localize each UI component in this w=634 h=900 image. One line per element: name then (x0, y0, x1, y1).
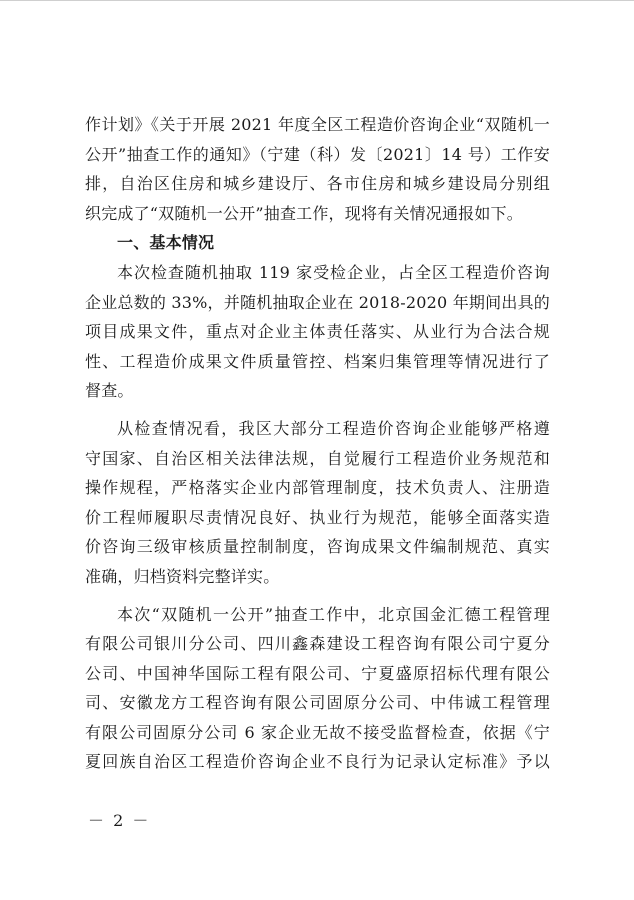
paragraph-gap (85, 592, 550, 600)
text-line: 督查。 (85, 381, 134, 401)
text-line: 守国家、自治区相关法律法规，自觉履行工程造价业务规范和 (85, 448, 550, 468)
text-line: 有限公司银川分公司、四川鑫森建设工程咨询有限公司宁夏分 (85, 634, 550, 654)
paragraph-continuation (85, 110, 550, 228)
page-number: － 2 － (88, 811, 151, 830)
text-line: 织完成了“双随机一公开”抽查工作，现将有关情况通报如下。 (85, 203, 523, 223)
text-line: 有限公司固原分公司 6 家企业无故不接受监督检查，依据《宁 (85, 722, 550, 742)
paragraph-noncompliant-firms (85, 600, 550, 778)
paragraph-gap (85, 406, 550, 414)
text-line: 从检查情况看，我区大部分工程造价咨询企业能够严格遵 (117, 418, 550, 438)
text-line: 排，自治区住房和城乡建设厅、各市住房和城乡建设局分别组 (85, 174, 550, 194)
text-line: 本次检查随机抽取 119 家受检企业，占全区工程造价咨询 (117, 262, 550, 282)
text-line: 性、工程造价成果文件质量管控、档案归集管理等情况进行了 (85, 351, 550, 371)
text-line: 公开”抽查工作的通知》（宁建（科）发〔2021〕14 号）工作安 (85, 144, 550, 164)
top-border (0, 0, 634, 1)
paragraph-inspection-overview (85, 414, 550, 592)
text-line: 司、安徽龙方工程咨询有限公司固原分公司、中伟诚工程管理 (85, 693, 550, 713)
text-line: 价咨询三级审核质量控制制度，咨询成果文件编制规范、真实 (85, 537, 550, 557)
text-line: 公司、中国神华国际工程有限公司、宁夏盛原招标代理有限公 (85, 663, 550, 683)
text-line: 本次“双随机一公开”抽查工作中，北京国金汇德工程管理 (117, 604, 550, 624)
document-body (85, 110, 550, 777)
text-line: 企业总数的 33%，并随机抽取企业在 2018-2020 年期间出具的 (85, 292, 550, 312)
text-line: 价工程师履职尽责情况良好、执业行为规范，能够全面落实造 (85, 507, 550, 527)
text-line: 夏回族自治区工程造价咨询企业不良行为记录认定标准》予以 (85, 752, 550, 772)
section-heading: 一、基本情况 (117, 233, 215, 253)
text-line: 操作规程，严格落实企业内部管理制度，技术负责人、注册造 (85, 478, 550, 498)
paragraph-basic-info (85, 258, 550, 406)
text-line: 作计划》《关于开展 2021 年度全区工程造价咨询企业“双随机一 (85, 115, 550, 134)
text-line: 项目成果文件，重点对企业主体责任落实、从业行为合法合规 (85, 322, 550, 342)
text-line: 准确，归档资料完整详实。 (85, 566, 280, 586)
